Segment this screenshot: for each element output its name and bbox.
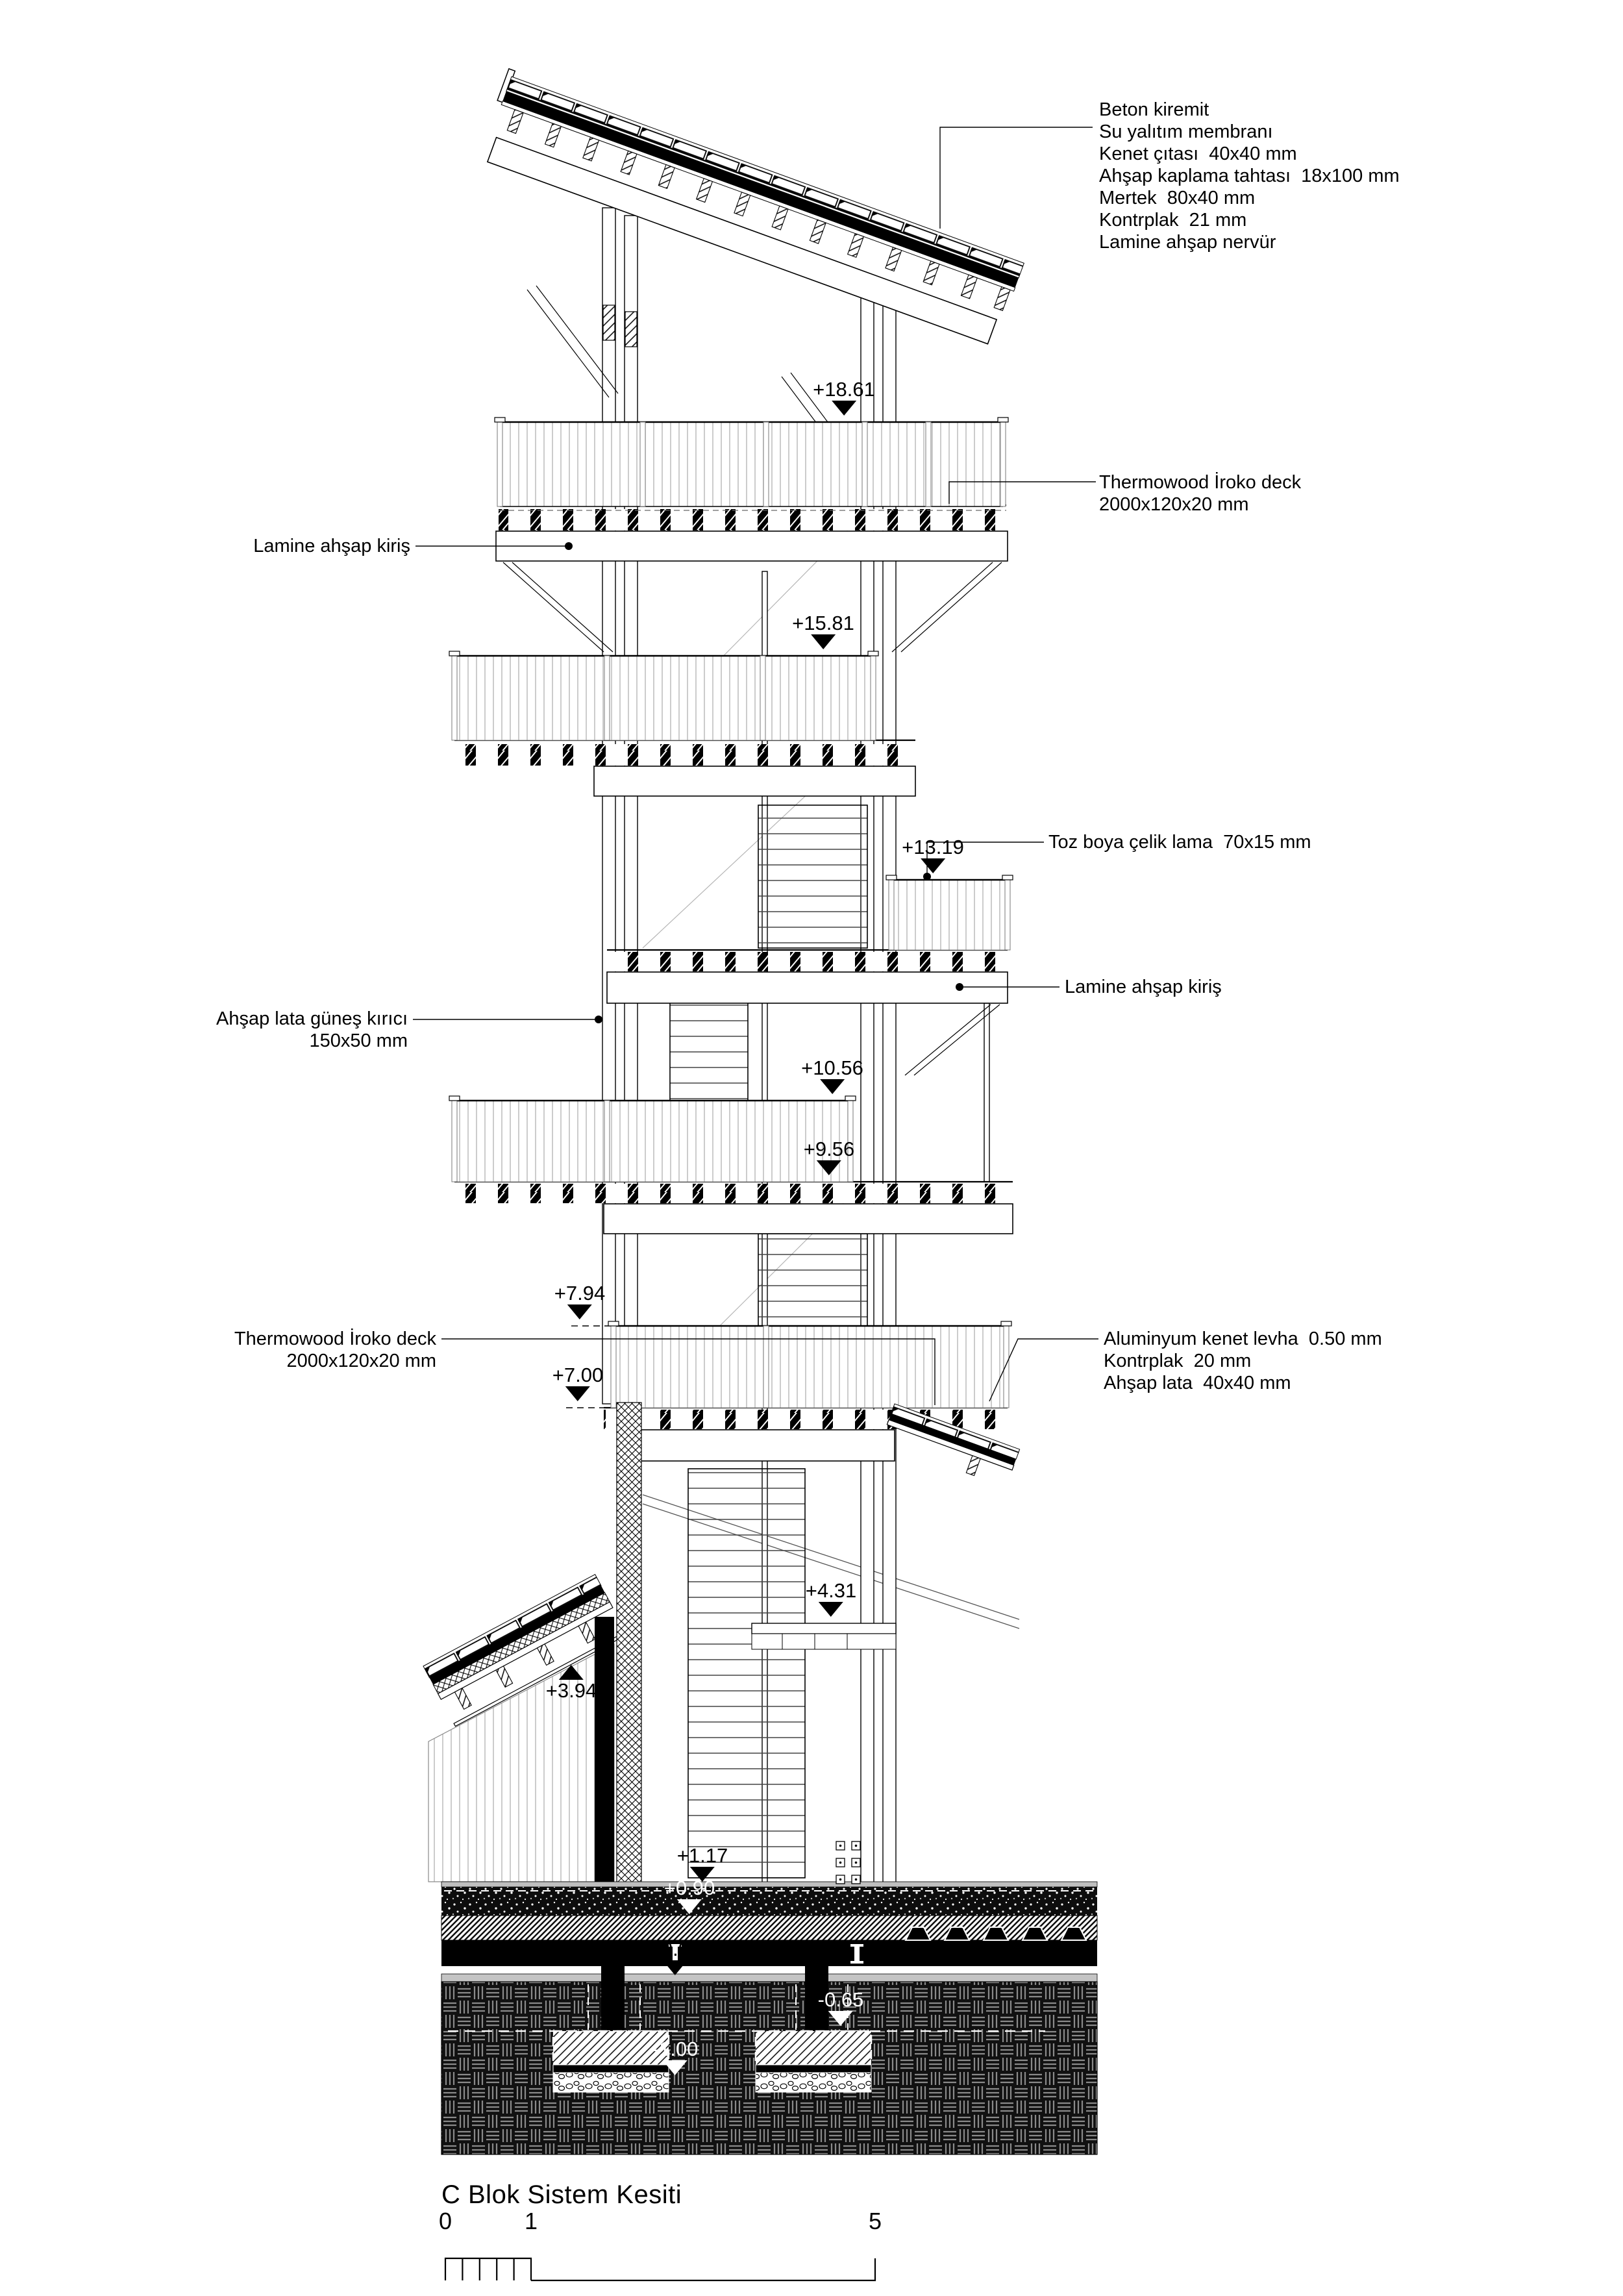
level-value: +3.94 bbox=[545, 1679, 597, 1702]
footing-left bbox=[553, 2031, 669, 2092]
level-value: +7.00 bbox=[552, 1364, 604, 1386]
level-triangle-icon bbox=[828, 2011, 853, 2026]
callout-line: Lamine ahşap kiriş bbox=[1065, 977, 1222, 997]
callout-line: Kontrplak 20 mm bbox=[1104, 1351, 1252, 1371]
level-value: +0.90 bbox=[663, 1877, 715, 1899]
level-triangle-icon bbox=[677, 1899, 702, 1914]
level-marker-3-94 bbox=[546, 1665, 597, 1701]
level-value: +4.31 bbox=[805, 1579, 857, 1602]
callout-deck-left bbox=[234, 1328, 436, 1372]
callout-line: Thermowood İroko deck bbox=[234, 1329, 436, 1349]
level-marker-0-90 bbox=[664, 1878, 715, 1914]
level-triangle-icon bbox=[565, 1386, 590, 1401]
railing-18-61 bbox=[495, 418, 1008, 506]
level-marker-minus-1-00 bbox=[652, 2039, 699, 2075]
callout-line: Kontrplak 21 mm bbox=[1099, 210, 1247, 231]
deck-15-81 bbox=[454, 740, 915, 796]
callout-line: Ahşap lata güneş kırıcı bbox=[216, 1008, 408, 1029]
level-value: +15.81 bbox=[792, 612, 854, 634]
drawing-title: C Blok Sistem Kesiti bbox=[441, 2180, 682, 2209]
level-triangle-icon bbox=[567, 1304, 592, 1319]
callout-roof-assembly bbox=[1099, 99, 1400, 253]
callout-line: Ahşap lata 40x40 mm bbox=[1104, 1373, 1291, 1393]
landing-4-31 bbox=[752, 1623, 896, 1649]
scale-bar bbox=[445, 2258, 875, 2280]
level-triangle-icon bbox=[819, 1602, 843, 1617]
callout-line: Beton kiremit bbox=[1099, 99, 1209, 120]
callout-line: Ahşap kaplama tahtası 18x100 mm bbox=[1099, 166, 1400, 186]
level-triangle-icon bbox=[559, 1665, 584, 1680]
deck-9-56 bbox=[454, 1182, 1013, 1234]
base-plate-bolts bbox=[836, 1841, 860, 1884]
level-triangle-icon bbox=[817, 1160, 841, 1175]
level-value: +1.17 bbox=[676, 1844, 728, 1867]
level-value: +0.00 bbox=[649, 1938, 701, 1960]
level-triangle-icon bbox=[663, 1960, 688, 1975]
level-value: +18.61 bbox=[813, 378, 875, 401]
callout-line: Lamine ahşap nervür bbox=[1099, 232, 1276, 253]
callout-line: 2000x120x20 mm bbox=[286, 1351, 436, 1371]
footing-right bbox=[756, 2031, 871, 2092]
callout-line: 150x50 mm bbox=[309, 1030, 408, 1051]
callout-line: Su yalıtım membranı bbox=[1099, 121, 1273, 142]
scale-tick-1: 1 bbox=[524, 2208, 538, 2234]
scale-tick-0: 0 bbox=[438, 2208, 452, 2234]
level-marker-18-61 bbox=[813, 379, 875, 416]
ground-mass bbox=[441, 1966, 1097, 2154]
level-marker-10-56 bbox=[801, 1058, 863, 1094]
level-value: +7.94 bbox=[554, 1282, 606, 1304]
level-value: -1.00 bbox=[652, 2038, 699, 2060]
level-triangle-icon bbox=[820, 1079, 845, 1094]
callout-sun-breaker bbox=[216, 1008, 408, 1052]
railing-7-94 bbox=[571, 1321, 1011, 1408]
callout-line: Toz boya çelik lama 70x15 mm bbox=[1048, 832, 1311, 853]
callout-line: 2000x120x20 mm bbox=[1099, 494, 1249, 515]
callout-line: Lamine ahşap kiriş bbox=[253, 536, 410, 556]
stair-flights bbox=[670, 660, 867, 1878]
left-wall-insulation bbox=[617, 1403, 641, 1886]
callout-line: Mertek 80x40 mm bbox=[1099, 188, 1256, 208]
deck-18-61 bbox=[496, 505, 1008, 652]
railing-13-19 bbox=[886, 875, 1013, 950]
railing-10-56 bbox=[449, 1096, 856, 1182]
level-value: -0.65 bbox=[817, 1988, 864, 2011]
callout-line: Aluminyum kenet levha 0.50 mm bbox=[1104, 1329, 1382, 1349]
callout-line: Kenet çıtası 40x40 mm bbox=[1099, 144, 1297, 164]
ground-floor-slab bbox=[441, 1882, 1097, 1982]
callout-beam-left bbox=[253, 535, 410, 557]
level-marker-0-00 bbox=[650, 1939, 700, 1975]
level-value: +9.56 bbox=[803, 1138, 855, 1160]
level-triangle-icon bbox=[811, 634, 836, 649]
level-value: +13.19 bbox=[902, 836, 964, 858]
level-value: +10.56 bbox=[801, 1056, 863, 1079]
level-marker-9-56 bbox=[804, 1139, 854, 1175]
level-triangle-icon bbox=[663, 2060, 688, 2075]
callout-line: Thermowood İroko deck bbox=[1099, 472, 1302, 493]
level-marker-7-94 bbox=[554, 1283, 605, 1319]
callout-deck-right bbox=[1099, 471, 1301, 516]
level-triangle-icon bbox=[921, 858, 945, 873]
level-marker-13-19 bbox=[902, 837, 964, 873]
left-wall-black bbox=[595, 1617, 614, 1886]
callout-wall-right bbox=[1104, 1328, 1382, 1394]
level-marker-15-81 bbox=[792, 613, 854, 649]
railing-15-81 bbox=[449, 651, 878, 740]
upper-roof bbox=[477, 69, 1026, 346]
scale-tick-5: 5 bbox=[868, 2208, 882, 2234]
level-marker-7-00 bbox=[552, 1365, 603, 1401]
callout-steel-flat bbox=[1048, 831, 1311, 853]
callout-beam-right bbox=[1065, 976, 1222, 998]
level-marker-minus-0-65 bbox=[818, 1990, 864, 2026]
level-triangle-icon bbox=[832, 401, 856, 416]
level-marker-4-31 bbox=[806, 1580, 856, 1617]
